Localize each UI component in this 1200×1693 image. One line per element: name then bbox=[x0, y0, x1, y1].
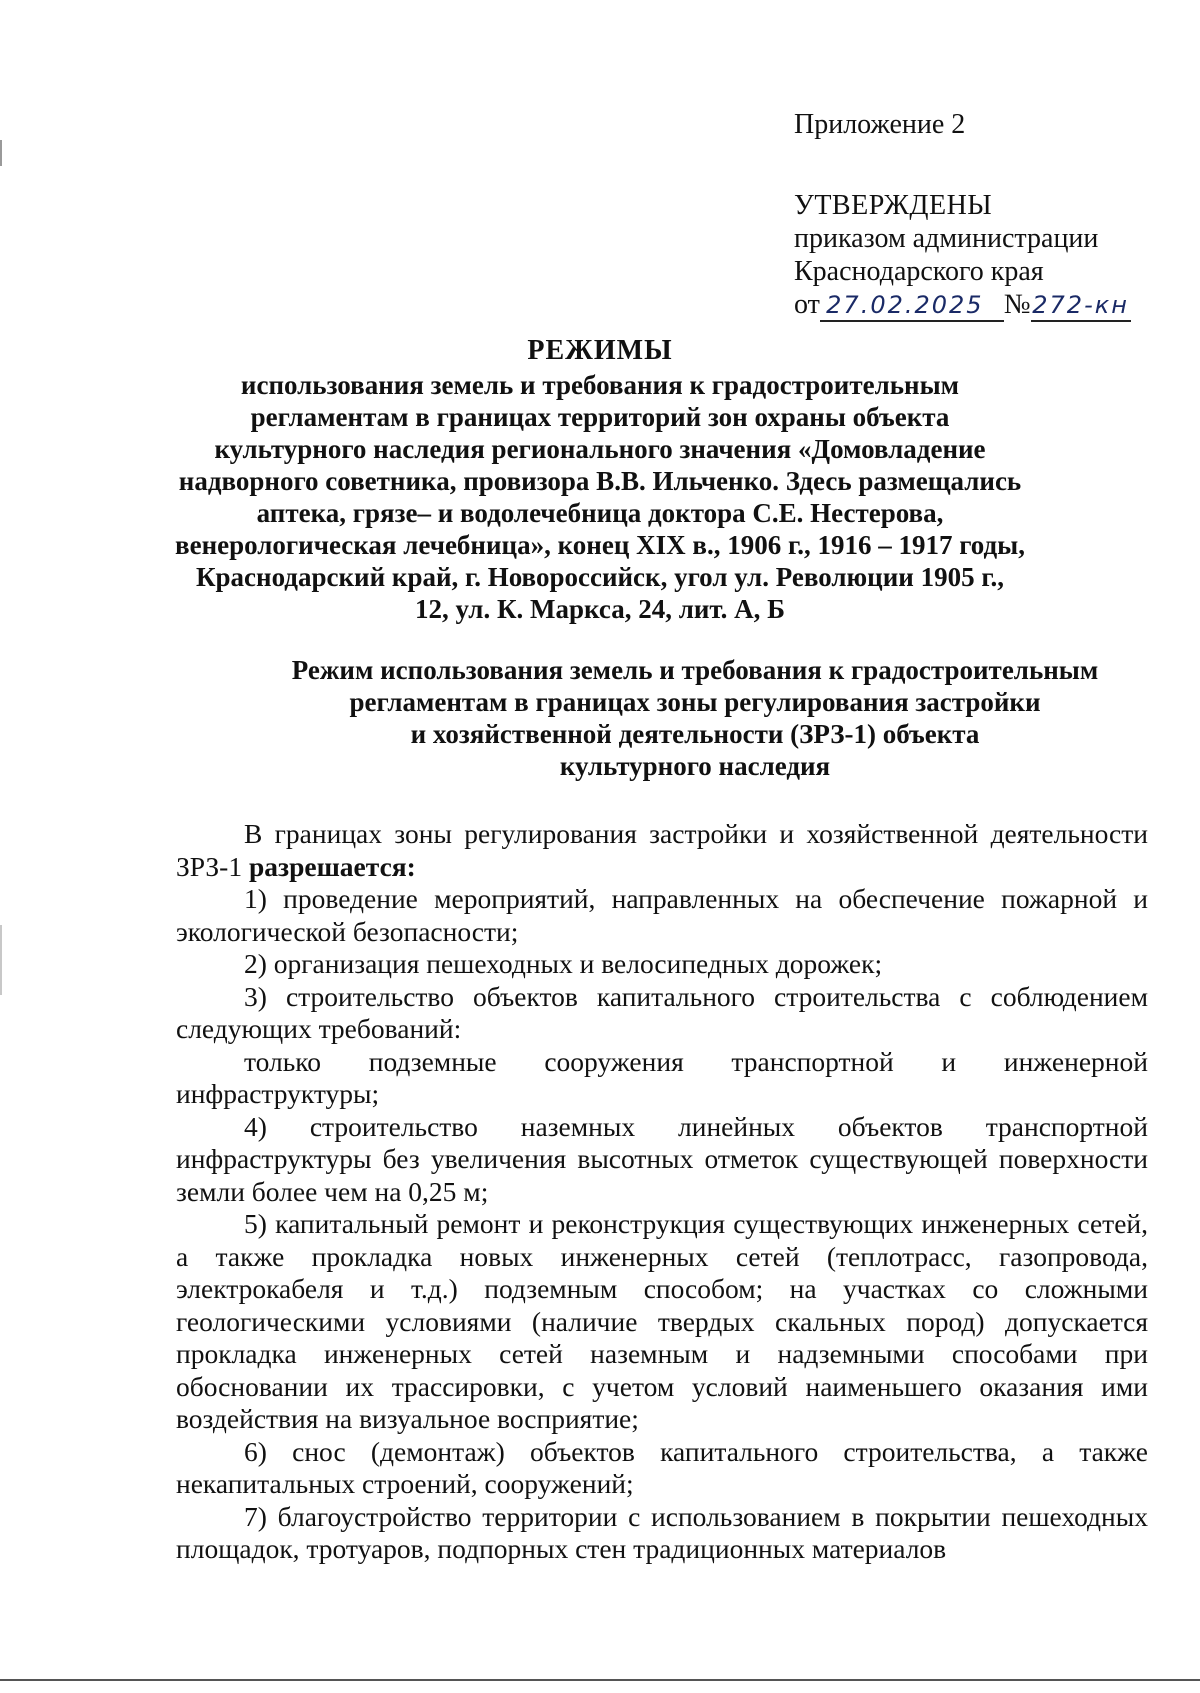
title-line: венерологическая лечебница», конец XIX в., 1906 г., 1916 – 1917 годы, bbox=[175, 530, 1025, 560]
section-heading-line: регламентам в границах зоны регулирования застройки bbox=[349, 687, 1041, 717]
section-heading-line: культурного наследия bbox=[559, 751, 831, 781]
title-line: Краснодарский край, г. Новороссийск, угол ул. Революции 1905 г., bbox=[195, 562, 1005, 592]
scan-artifact-mark bbox=[0, 140, 2, 166]
approved-label: УТВЕРЖДЕНЫ bbox=[794, 190, 993, 221]
title-line: 12, ул. К. Маркса, 24, лит. А, Б bbox=[414, 594, 786, 624]
handwritten-date: 27.02.2025 bbox=[820, 290, 990, 322]
section-heading-line: Режим использования земель и требования к градостроительным bbox=[291, 655, 1099, 685]
list-item: 1) проведение мероприятий, направленных на обеспечение пожарной и экологической безопасности; bbox=[176, 883, 1148, 947]
list-item: только подземные сооружения транспортной и инженерной инфраструктуры; bbox=[176, 1045, 1148, 1109]
list-item: 4) строительство наземных линейных объектов транспортной инфраструктуры без увеличения высотных отметок существующей поверхности земли более чем на 0,25 м; bbox=[176, 1110, 1148, 1207]
title-line: использования земель и требования к градостроительным bbox=[240, 370, 960, 400]
title-line: регламентам в границах территорий зон охраны объекта bbox=[250, 402, 950, 432]
lead-paragraph bbox=[176, 818, 1148, 883]
lead-text: В границах зоны регулирования застройки и хозяйственной деятельности ЗРЗ-1 bbox=[176, 818, 1148, 882]
underline bbox=[990, 290, 1004, 322]
handwritten-number: 272-кн bbox=[1031, 290, 1131, 322]
title-line: надворного советника, провизора В.В. Ильченко. Здесь размещались bbox=[178, 466, 1022, 496]
list-item: 6) снос (демонтаж) объектов капитального строительства, а также некапитальных строений, сооружений; bbox=[176, 1435, 1148, 1499]
list-item: 7) благоустройство территории с использованием в покрытии пешеходных площадок, тротуаров, подпорных стен традиционных материалов bbox=[176, 1500, 1148, 1564]
title-line: культурного наследия регионального значения «Домовладение bbox=[214, 434, 986, 464]
body-text bbox=[176, 818, 1148, 1566]
list-item: 5) капитальный ремонт и реконструкция существующих инженерных сетей, а также прокладка новых инженерных сетей (теплотрасс, газопровода, электрокабеля и т.д.) подземным способом; на участках со сложными геологическими условиями (наличие твердых скальных пород) допускается прокладка инженерных сетей наземным и надземными способами при обосновании их трассировки, с учетом условий наименьшего оказания ими воздействия на визуальное восприятие; bbox=[176, 1208, 1148, 1434]
number-prefix: № bbox=[1003, 289, 1031, 320]
scan-artifact-mark bbox=[0, 925, 2, 995]
list-item: 3) строительство объектов капитального строительства с соблюдением следующих требований: bbox=[176, 980, 1148, 1044]
approved-by-line: Краснодарского края bbox=[794, 256, 1044, 287]
lead-bold-text: разрешается: bbox=[248, 850, 416, 882]
list-item: 2) организация пешеходных и велосипедных дорожек; bbox=[244, 948, 883, 979]
approval-block bbox=[794, 108, 1131, 322]
approved-by-line: приказом администрации bbox=[794, 223, 1099, 254]
document-title bbox=[150, 335, 1050, 625]
page-title: РЕЖИМЫ bbox=[527, 335, 673, 366]
page-bottom-rule bbox=[0, 1679, 1200, 1681]
date-prefix: от bbox=[794, 289, 820, 320]
section-heading bbox=[240, 654, 1150, 782]
order-date-line bbox=[794, 288, 1131, 322]
section-heading-line: и хозяйственной деятельности (ЗРЗ-1) объекта bbox=[410, 719, 980, 749]
title-line: аптека, грязе– и водолечебница доктора С.Е. Нестерова, bbox=[256, 498, 944, 528]
appendix-label: Приложение 2 bbox=[794, 109, 966, 140]
